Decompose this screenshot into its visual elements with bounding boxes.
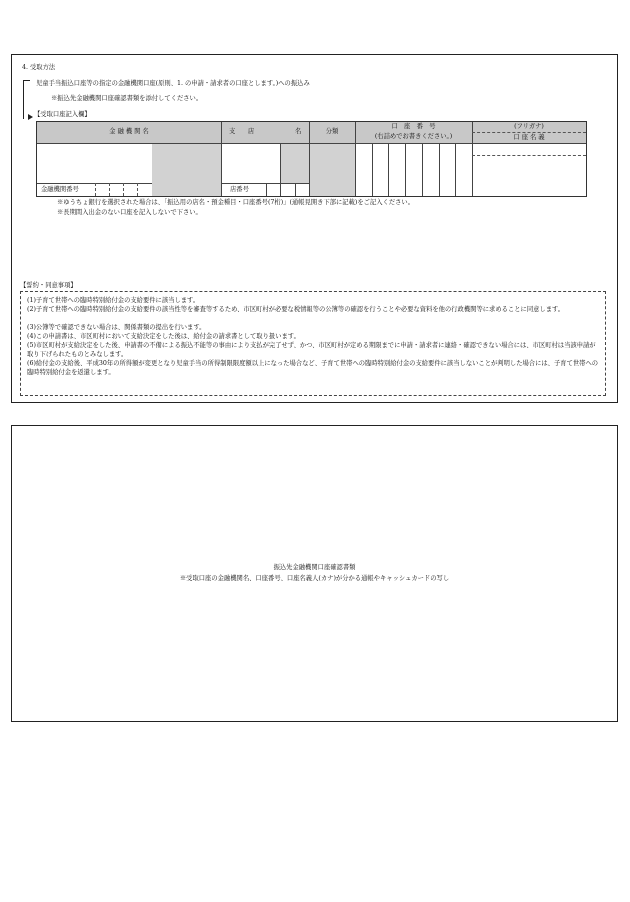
bank-transfer-option[interactable]: 児童手当振込口座等の指定の金融機関口座(原則、1. の申請・請求者の口座とします。)への振込み xyxy=(36,80,310,87)
consent-box xyxy=(20,291,606,396)
account-table xyxy=(36,121,587,197)
bank-name-header: 金 融 機 関 名 xyxy=(109,128,149,135)
branch-code-input[interactable] xyxy=(266,184,309,196)
account-number-input[interactable] xyxy=(356,144,471,196)
section-title: 4. 受取方法 xyxy=(22,64,56,71)
consent-item: (5)市区町村が支給決定をした後、申請書の不備による振込不能等の事由により支払が完了せず、かつ、市区町村が定める期限までに申請・請求者に連絡・確認できない場合には、市区町村は当該申請が取り下げられたものとみなします。 xyxy=(27,342,596,358)
attachment-description: ※受取口座の金融機関名、口座番号、口座名義人(カナ)が分かる通帳やキャッシュカードの写し xyxy=(179,575,450,582)
account-type-header: 分類 xyxy=(325,128,339,135)
attachment-title: 振込先金融機関口座確認書類 xyxy=(273,564,356,571)
consent-title: 【誓約・同意事項】 xyxy=(20,282,77,289)
branch-header-right: 名 xyxy=(295,128,302,135)
account-number-header: 口 座 番 号 xyxy=(391,123,436,130)
branch-code-label: 店番号 xyxy=(230,186,249,193)
arrow-icon xyxy=(28,114,33,120)
furigana-header: (フリガナ) xyxy=(514,123,544,130)
yucho-note: ※ゆうちょ銀行を選択された場合は、「振込用の店名・預金種目・口座番号(7桁)」(通帳見開き下部に記載)をご記入ください。 xyxy=(57,199,415,206)
consent-item: (3)公簿等で確認できない場合は、関係書類の提出を行います。 xyxy=(27,324,206,331)
long-term-note: ※長期間入出金のない口座を記入しないで下さい。 xyxy=(57,209,202,216)
branch-name-input[interactable] xyxy=(222,144,279,183)
bank-code-input[interactable] xyxy=(95,184,152,196)
account-holder-header: 口 座 名 義 xyxy=(513,134,545,141)
bank-code-label: 金融機関番号 xyxy=(41,186,79,193)
attach-note: ※振込先金融機関口座確認書類を添付してください。 xyxy=(51,95,203,102)
consent-item: (4)この申請書は、市区町村において支給決定をした後は、給付金の請求書として取り扱います。 xyxy=(27,333,300,340)
form-label: 【受取口座記入欄】 xyxy=(34,111,91,118)
consent-item: (2)子育て世帯への臨時特別給付金の支給要件の該当性等を審査等するため、市区町村が必要な税情報等の公簿等の確認を行うことや必要な資料を他の行政機関等に求めることに同意します。 xyxy=(27,306,565,313)
account-number-subheader: (右詰めでお書きください。) xyxy=(374,133,453,140)
branch-header-left: 支 店 xyxy=(229,128,255,135)
consent-item: (1)子育て世帯への臨時特別給付金の支給要件に該当します。 xyxy=(27,297,200,304)
attachment-area[interactable] xyxy=(11,425,618,722)
account-holder-input[interactable] xyxy=(473,156,586,196)
furigana-input[interactable] xyxy=(473,144,586,155)
consent-item: (6)給付金の支給後、平成30年の所得額が変更となり児童手当の所得制限限度額以上になった場合など、子育て世帯への臨時特別給付金の支給要件に該当しないことが判明した場合には、子育て世帯への臨時特別給付金を返還します。 xyxy=(27,360,599,376)
bank-name-input[interactable] xyxy=(37,144,151,183)
